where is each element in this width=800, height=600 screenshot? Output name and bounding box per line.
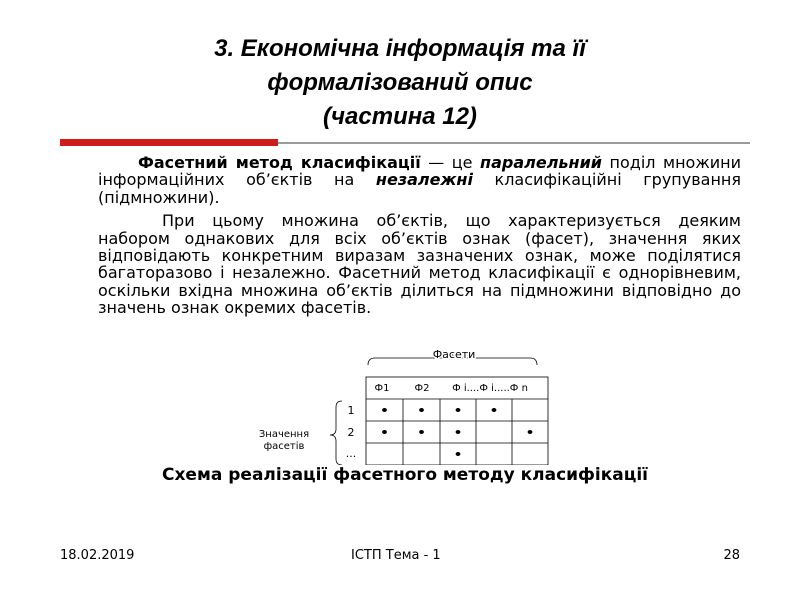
text-segment: поділ множини інформаційних об’єктів на (98, 153, 742, 190)
paragraph-explanation: При цьому множина об’єктів, що характеризується деяким набором однакових для всіх об’єктів ознак (фасет), значення яких відповідають конкретним виразам зазначених ознак, може поділятися багаторазово і незалежно. Фасетний метод класифікації є однорівневим, оскільки вхідна множина об’єктів ділиться на підмножини відповідно до значень ознак окремих фасетів. (98, 211, 741, 318)
title-line-1: 3. Економічна інформація та її (214, 35, 586, 62)
footer-date: 18.02.2019 (60, 548, 135, 563)
emphasis-parallel: паралельний (480, 153, 603, 172)
text-segment: класифікаційні групування (підмножини). (98, 170, 741, 207)
row-label-1: 1 (347, 404, 355, 417)
facet-diagram (250, 345, 560, 465)
facet-dot (419, 408, 424, 412)
facet-dot (382, 430, 387, 434)
divider-red-bar (60, 139, 278, 146)
emphasis-independent: незалежні (375, 170, 473, 190)
header-f1: Ф1 (374, 383, 390, 394)
title-line-2: формалізований опис (267, 69, 533, 96)
row-label-2: 2 (347, 426, 355, 439)
header-fi-fn: Ф і....Ф і.....Ф n (452, 383, 528, 394)
facet-dot (492, 408, 497, 412)
side-label-line-2: фасетів (263, 441, 305, 452)
dot-layer (382, 408, 532, 456)
body-text (98, 154, 741, 317)
facet-dot (382, 408, 387, 412)
title-line-3: (частина 12) (323, 103, 477, 130)
text-segment: — це (420, 153, 481, 172)
facet-dot (528, 430, 533, 434)
diagram-caption: Схема реалізації фасетного методу класифікації (161, 465, 649, 485)
footer-course: ІСТП Тема - 1 (351, 548, 441, 563)
facet-dot (456, 430, 461, 434)
slide-title (60, 32, 740, 134)
footer-page-number: 28 (723, 548, 740, 563)
side-label-line-1: Значення (258, 429, 310, 440)
top-label: Фасети (432, 348, 476, 361)
header-f2: Ф2 (414, 383, 430, 394)
term-facet-method: Фасетний метод класифікації (138, 153, 421, 172)
title-divider (60, 137, 750, 149)
paragraph-definition (98, 154, 741, 206)
facet-dot (456, 452, 461, 456)
facet-dot (419, 430, 424, 434)
facet-dot (456, 408, 461, 412)
left-brace (330, 401, 342, 465)
row-label-3: ... (345, 447, 357, 460)
divider-gray-line (278, 142, 750, 144)
